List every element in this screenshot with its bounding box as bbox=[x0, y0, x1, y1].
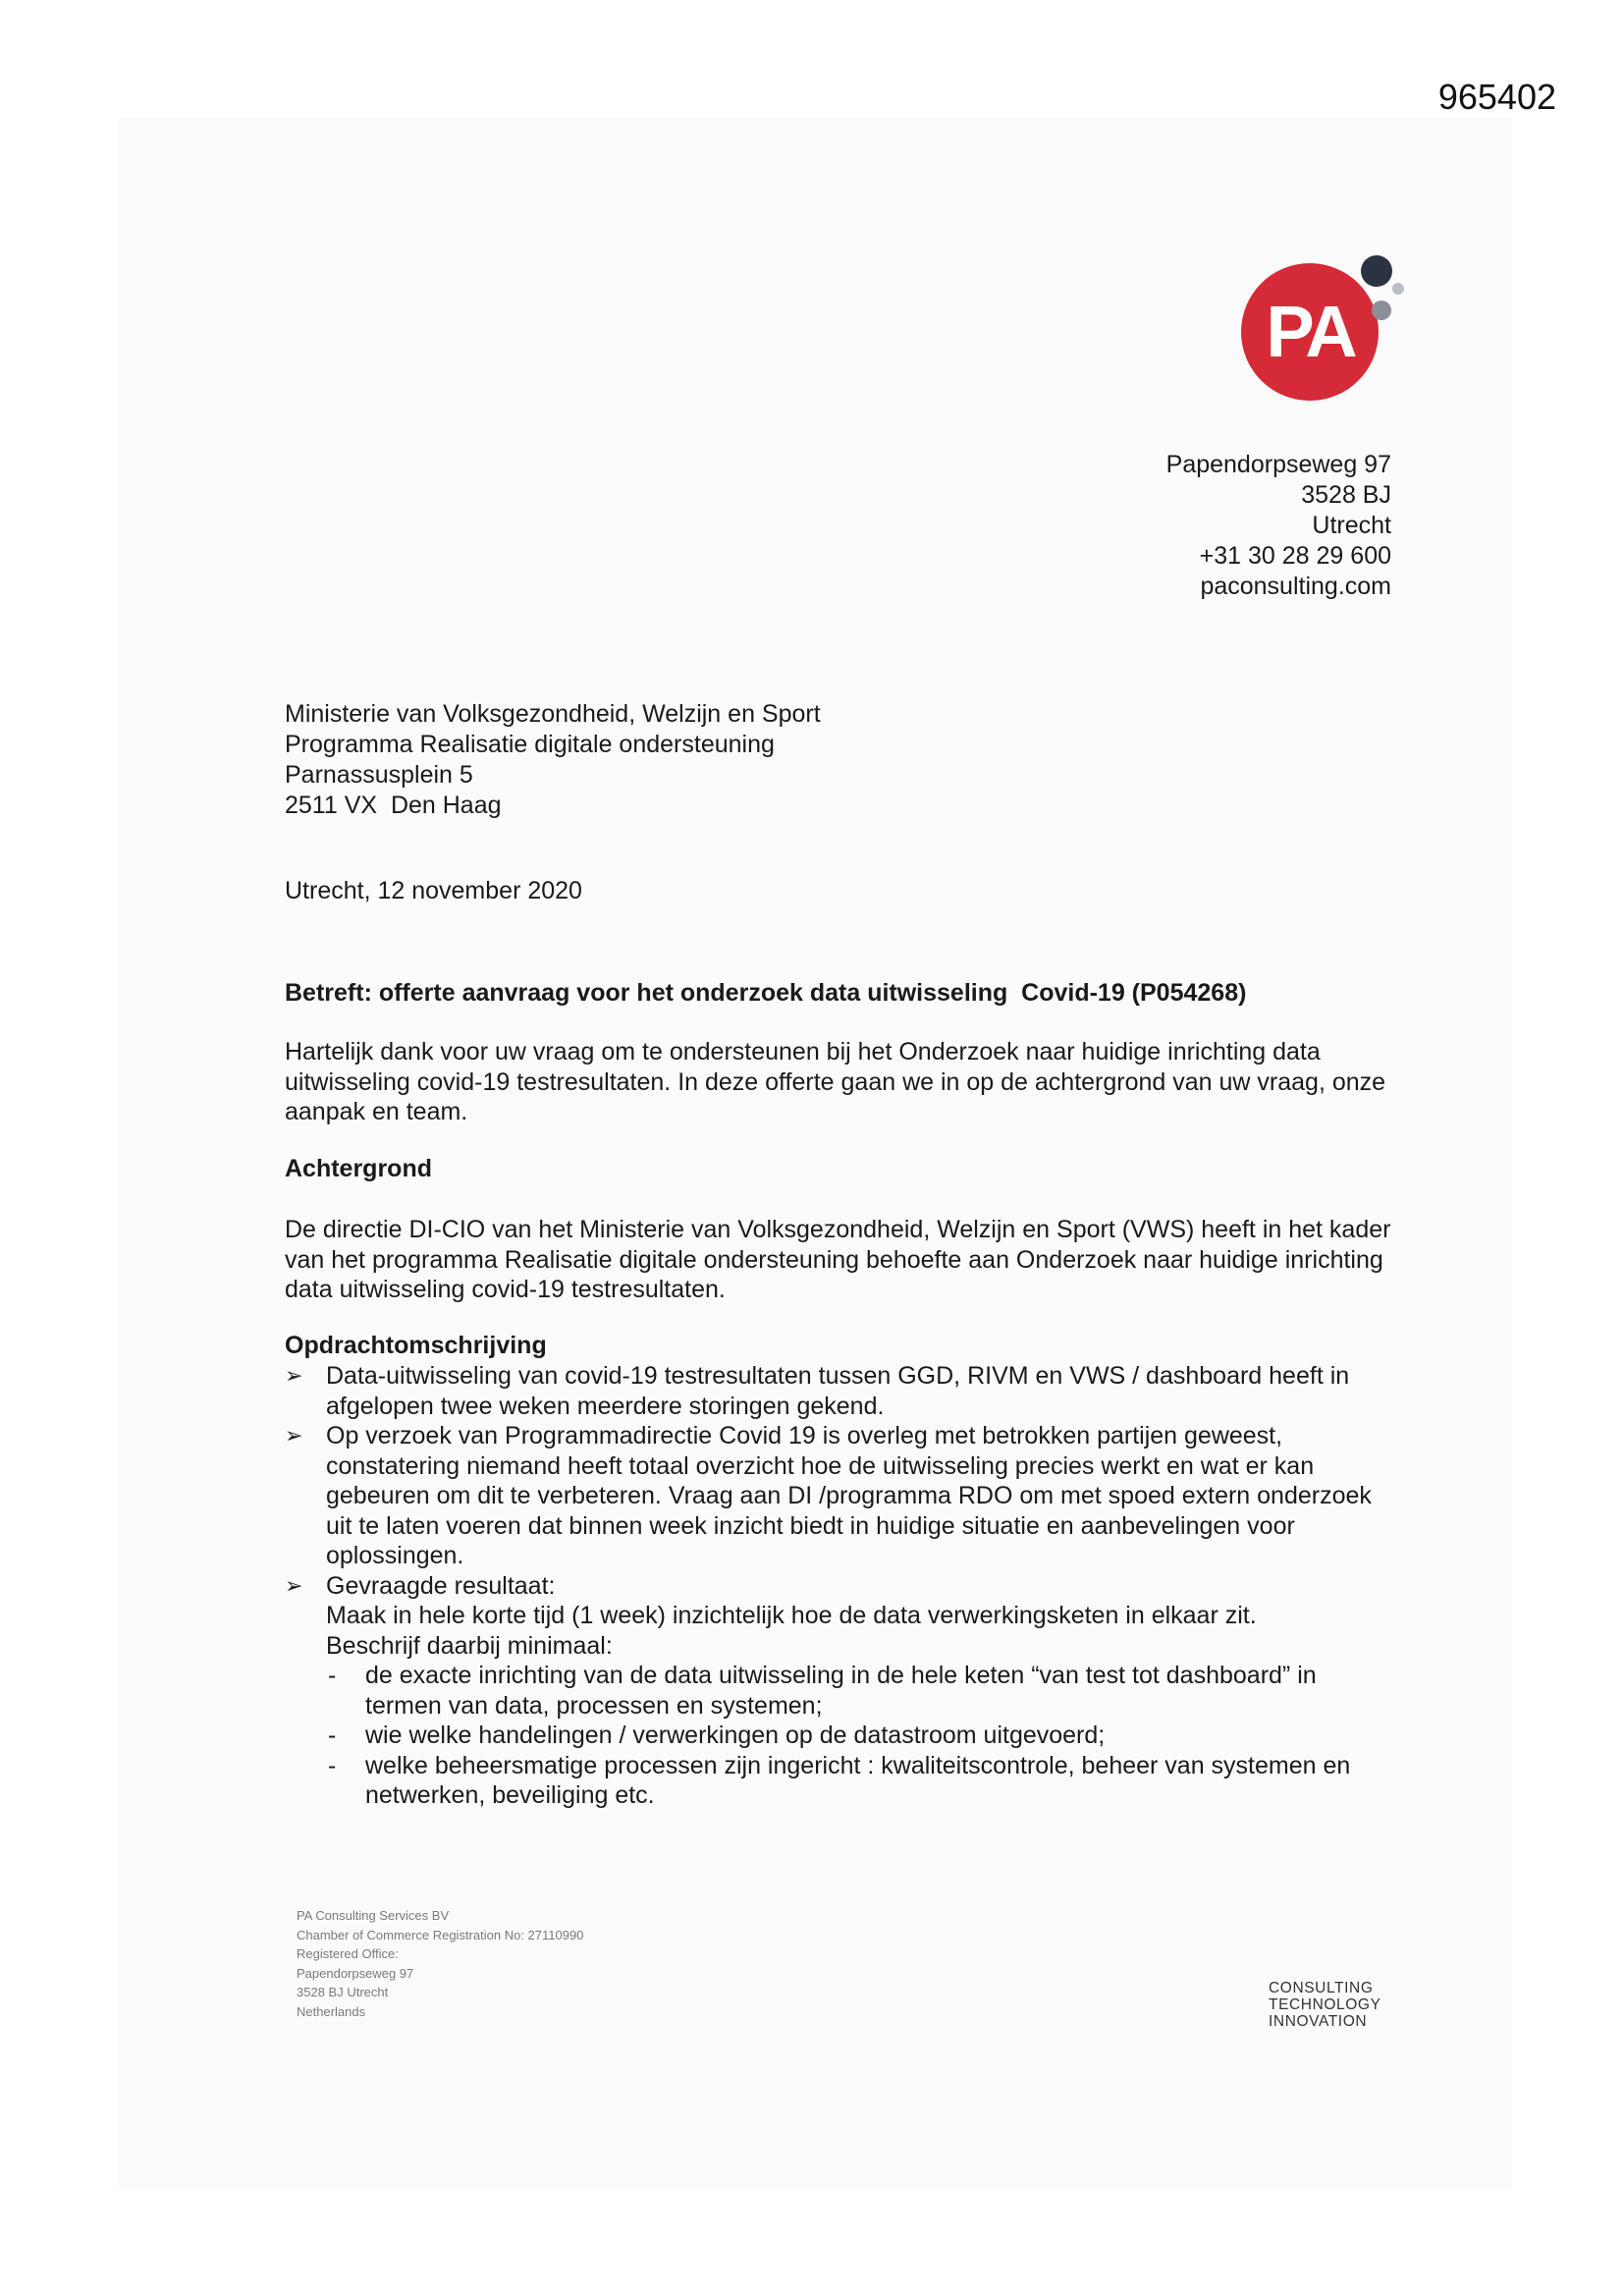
sub-item-text: welke beheersmatige processen zijn ingericht : kwaliteitscontrole, beheer van systemen en netwerken, beveiliging etc. bbox=[365, 1751, 1351, 1809]
sender-phone: +31 30 28 29 600 bbox=[1199, 542, 1391, 570]
tagline-consulting: CONSULTING bbox=[1269, 1980, 1374, 1996]
footer-registration bbox=[297, 1906, 583, 2021]
footer-street: Papendorpseweg 97 bbox=[297, 1965, 414, 1981]
assignment-list bbox=[285, 1361, 1394, 1811]
recipient-department: Programma Realisatie digitale ondersteuning bbox=[285, 731, 775, 758]
sender-postcode: 3528 BJ bbox=[1301, 481, 1391, 509]
sender-address bbox=[1166, 450, 1391, 602]
footer-chamber: Chamber of Commerce Registration No: 27110990 bbox=[297, 1927, 584, 1942]
list-item bbox=[285, 1571, 1394, 1811]
sub-item-text: de exacte inrichting van de data uitwisseling in de hele keten “van test tot dashboard” in termen van data, processen en systemen; bbox=[365, 1662, 1317, 1720]
tagline-innovation: INNOVATION bbox=[1269, 2013, 1368, 2030]
sender-website: paconsulting.com bbox=[1200, 573, 1391, 600]
footer-company: PA Consulting Services BV bbox=[297, 1908, 450, 1923]
letter-subject: Betreft: offerte aanvraag voor het onderzoek data uitwisseling Covid-19 (P054268) bbox=[285, 979, 1247, 1007]
background-heading: Achtergrond bbox=[285, 1155, 432, 1182]
tagline-technology: TECHNOLOGY bbox=[1269, 1996, 1381, 2013]
result-sublist bbox=[326, 1661, 1394, 1811]
sub-item-text: wie welke handelingen / verwerkingen op de datastroom uitgevoerd; bbox=[365, 1722, 1106, 1749]
result-label: Gevraagde resultaat: bbox=[326, 1571, 556, 1600]
recipient-organization: Ministerie van Volksgezondheid, Welzijn en Sport bbox=[285, 700, 821, 728]
footer-office-label: Registered Office: bbox=[297, 1946, 399, 1961]
letter-date: Utrecht, 12 november 2020 bbox=[285, 877, 582, 904]
list-item bbox=[285, 1361, 1394, 1421]
dash-bullet: - bbox=[328, 1722, 337, 1749]
result-description: Maak in hele korte tijd (1 week) inzichtelijk hoe de data verwerkingsketen in elkaar zit. bbox=[326, 1602, 1257, 1629]
recipient-city: 2511 VX Den Haag bbox=[285, 792, 502, 819]
assignment-heading: Opdrachtomschrijving bbox=[285, 1332, 547, 1359]
footer-country: Netherlands bbox=[297, 2003, 366, 2019]
pa-logo-text: PA bbox=[1266, 291, 1354, 372]
arrow-bullet-icon: ➢ bbox=[285, 1423, 303, 1448]
pa-logo bbox=[1239, 249, 1408, 403]
footer-tagline bbox=[1269, 1980, 1381, 2030]
bullet-text: Data-uitwisseling van covid-19 testresultaten tussen GGD, RIVM en VWS / dashboard heeft in afgelopen twee weken meerdere storingen gekend. bbox=[326, 1362, 1350, 1420]
dash-bullet: - bbox=[328, 1751, 337, 1779]
document-number: 965402 bbox=[1437, 77, 1556, 117]
footer-city: 3528 BJ Utrecht bbox=[297, 1985, 389, 1999]
intro-paragraph: Hartelijk dank voor uw vraag om te ondersteunen bij het Onderzoek naar huidige inrichting data uitwisseling covid-19 testresultaten. In deze offerte gaan we in op de achtergrond van uw vraag, onze aanpak en team. bbox=[285, 1038, 1386, 1125]
sender-street: Papendorpseweg 97 bbox=[1165, 451, 1391, 478]
page-background bbox=[118, 118, 1512, 2190]
sender-city: Utrecht bbox=[1312, 512, 1391, 539]
recipient-address bbox=[285, 699, 821, 821]
bullet-text: Op verzoek van Programmadirectie Covid 19 is overleg met betrokken partijen geweest, constatering niemand heeft totaal overzicht hoe de uitwisseling precies werkt en wat er kan gebeuren om dit te verbeteren. Vraag aan DI /programma RDO om met spoed extern onderzoek uit te laten voeren dat binnen week inzicht biedt in huidige situatie en aanbevelingen voor oplossingen. bbox=[326, 1422, 1372, 1569]
sub-list-item bbox=[326, 1751, 1394, 1811]
result-minimum: Beschrijf daarbij minimaal: bbox=[326, 1631, 613, 1660]
list-item bbox=[285, 1421, 1394, 1571]
arrow-bullet-icon: ➢ bbox=[285, 1572, 303, 1598]
recipient-street: Parnassusplein 5 bbox=[285, 761, 473, 789]
dash-bullet: - bbox=[328, 1662, 337, 1689]
arrow-bullet-icon: ➢ bbox=[285, 1363, 303, 1388]
sub-list-item bbox=[326, 1721, 1394, 1751]
sub-list-item bbox=[326, 1661, 1394, 1721]
background-paragraph: De directie DI-CIO van het Ministerie van Volksgezondheid, Welzijn en Sport (VWS) heeft in het kader van het programma Realisatie digitale ondersteuning behoefte aan Onderzoek naar huidige inrichting data uitwisseling covid-19 testresultaten. bbox=[285, 1216, 1391, 1303]
